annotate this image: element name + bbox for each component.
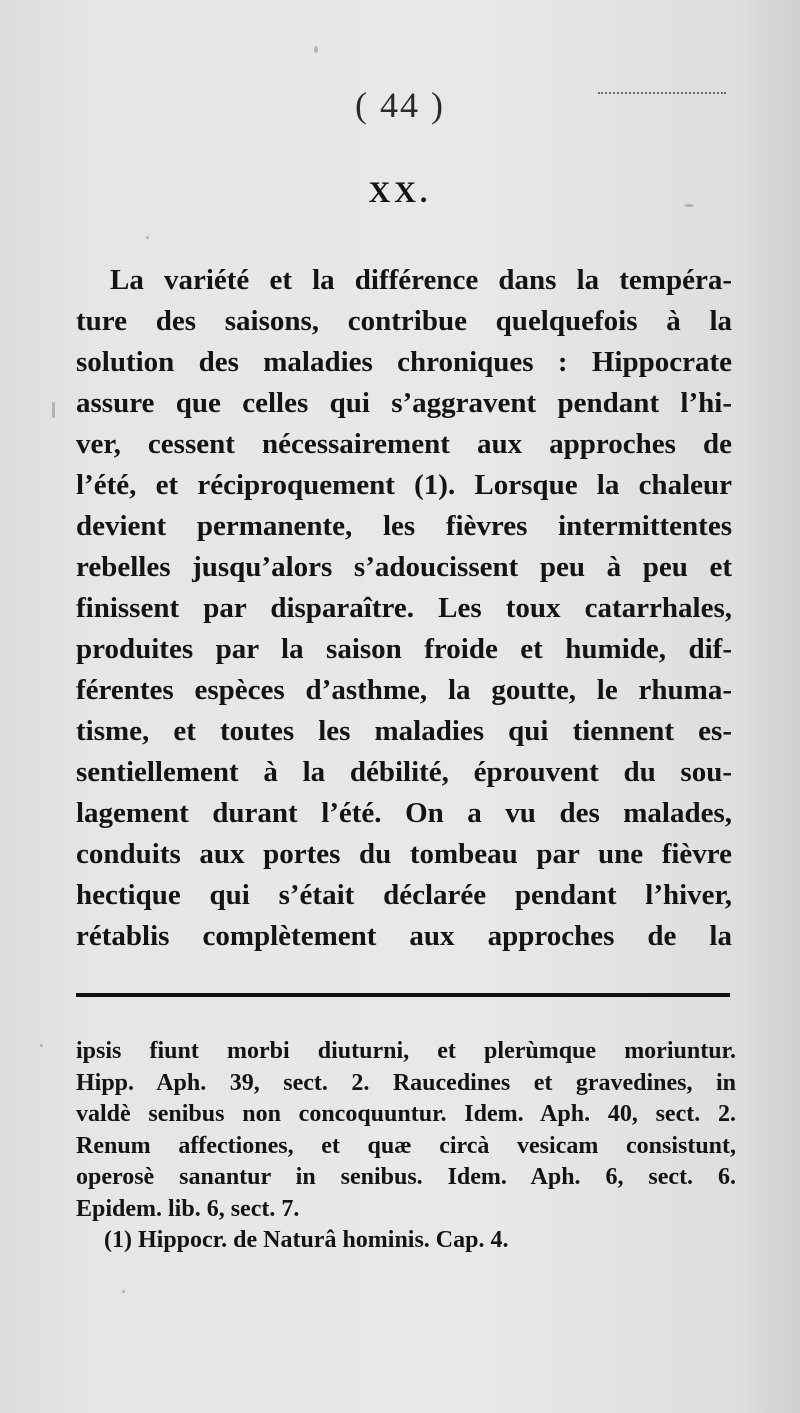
text-line: La variété et la différence dans la tempéra- (110, 264, 732, 296)
footnote-line: Hipp. Aph. 39, sect. 2. Raucedines et gravedines, in (76, 1069, 736, 1096)
paper-speck (40, 1044, 43, 1047)
text-line: ver, cessent nécessairement aux approches de (76, 428, 732, 460)
text-line: hectique qui s’était déclarée pendant l’hiver, (76, 879, 732, 911)
footnote-separator (76, 993, 730, 997)
text-line: tisme, et toutes les maladies qui tiennent es- (76, 715, 732, 747)
footnote-1: (1) Hippocr. de Naturâ hominis. Cap. 4. (104, 1227, 509, 1253)
text-line: l’été, et réciproquement (1). Lorsque la chaleur (76, 469, 732, 501)
text-line: lagement durant l’été. On a vu des malades, (76, 797, 732, 829)
text-line: assure que celles qui s’aggravent pendant l’hi- (76, 387, 732, 419)
body-paragraph (76, 260, 732, 957)
text-line: sentiellement à la débilité, éprouvent du sou- (76, 756, 732, 788)
footnotes (76, 1036, 736, 1257)
section-heading: XX. (368, 176, 432, 209)
paper-speck (52, 402, 55, 418)
footnote-line: Epidem. lib. 6, sect. 7. (76, 1195, 300, 1222)
text-line: rebelles jusqu’alors s’adoucissent peu à peu et (76, 551, 732, 583)
paper-speck (146, 236, 149, 239)
text-line: férentes espèces d’asthme, la goutte, le rhuma- (76, 674, 732, 706)
paper-speck (122, 1290, 125, 1293)
footnote-line: Renum affectiones, et quæ circà vesicam consistunt, (76, 1132, 736, 1159)
paper-speck (314, 46, 318, 53)
footnote-line: ipsis fiunt morbi diuturni, et plerùmque moriuntur. (76, 1038, 736, 1064)
paper-speck (684, 204, 694, 207)
footnote-line: operosè sanantur in senibus. Idem. Aph. 6, sect. 6. (76, 1164, 736, 1190)
text-line: solution des maladies chroniques : Hippocrate (76, 346, 732, 378)
footnote-line: valdè senibus non concoquuntur. Idem. Aph. 40, sect. 2. (76, 1101, 736, 1127)
text-line: devient permanente, les fièvres intermittentes (76, 510, 732, 542)
text-line: rétablis complètement aux approches de la (76, 920, 732, 952)
page-number: ( 44 ) (355, 85, 445, 125)
text-line: conduits aux portes du tombeau par une fièvre (76, 838, 732, 870)
text-line: produites par la saison froide et humide, dif- (76, 633, 732, 665)
text-line: finissent par disparaître. Les toux catarrhales, (76, 592, 732, 624)
text-line: ture des saisons, contribue quelquefois à la (76, 305, 732, 337)
